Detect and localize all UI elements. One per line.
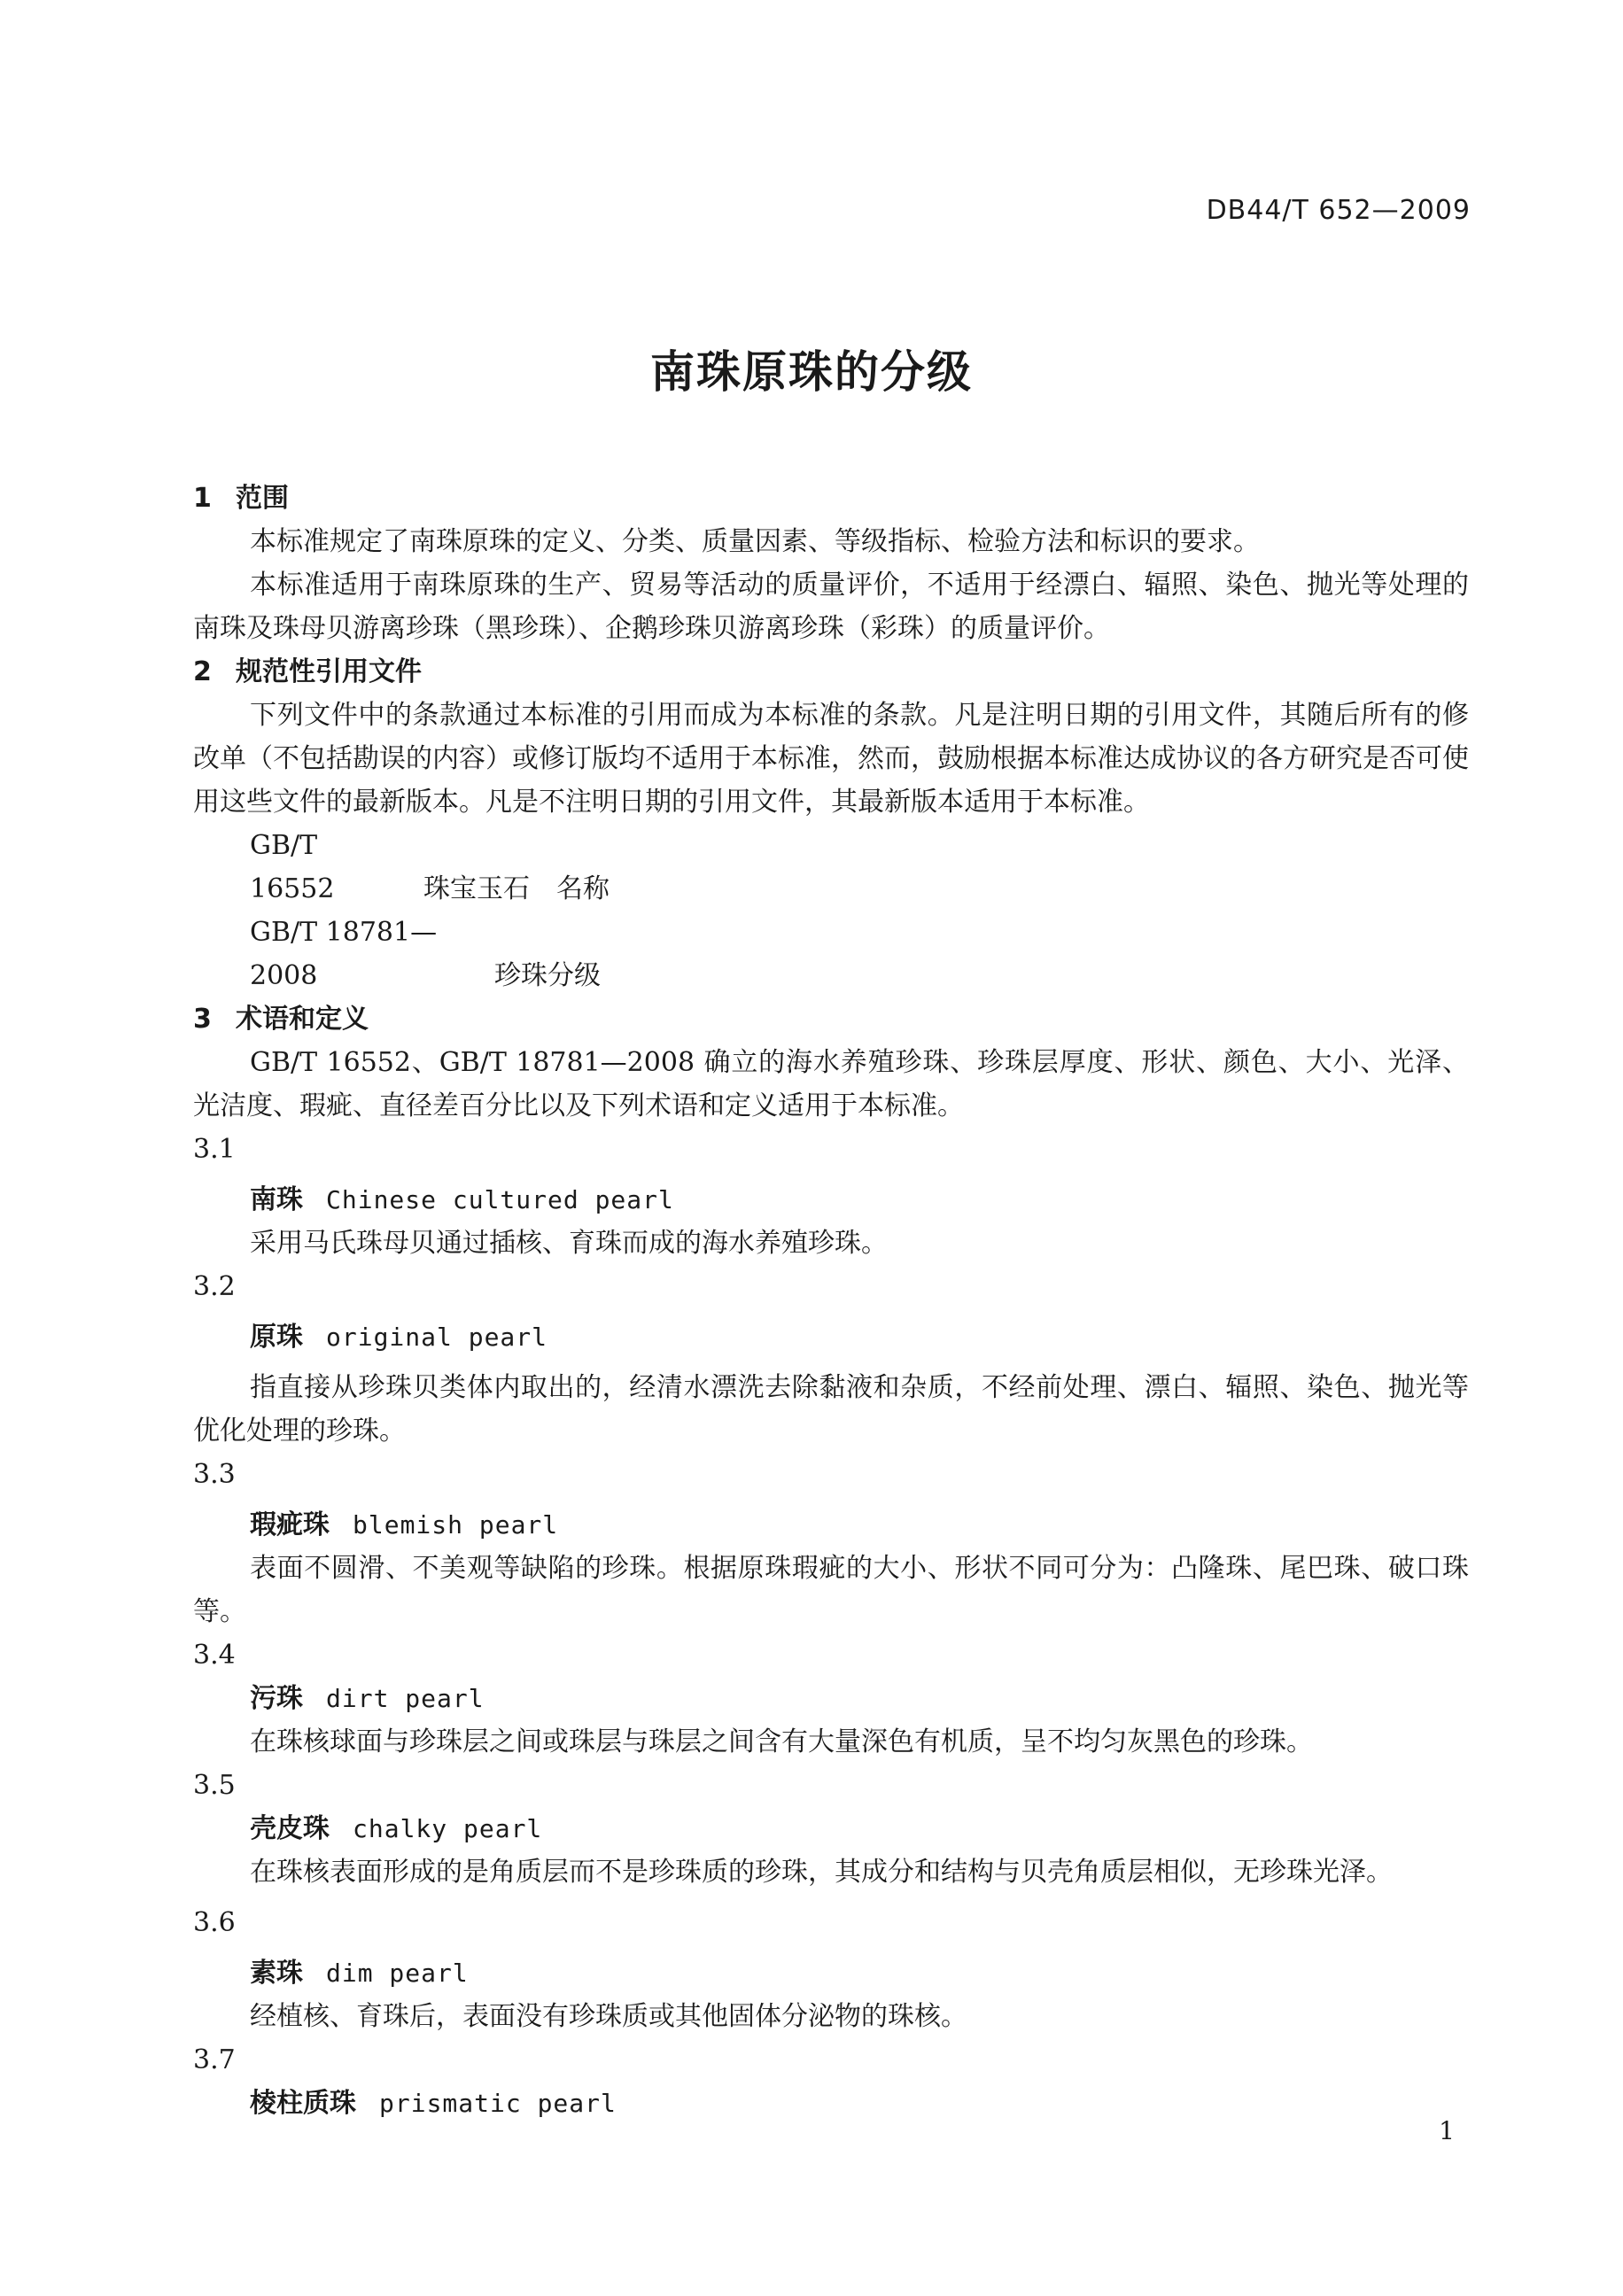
term-english: blemish pearl [353,1510,559,1540]
term-definition: 在珠核球面与珍珠层之间或珠层与珠层之间含有大量深色有机质，呈不均匀灰黑色的珍珠。 [250,1726,1313,1757]
clause-number: 3.2 [193,1271,236,1302]
clause-number: 3.1 [193,1134,236,1165]
term-english: original pearl [326,1323,548,1352]
term-english: Chinese cultured pearl [326,1185,674,1214]
term-chinese: 原珠 [250,1322,303,1353]
term-definition: 经植核、育珠后，表面没有珍珠质或其他固体分泌物的珠核。 [250,2001,967,2032]
section-2-heading [193,650,1469,694]
term-definition: 采用马氏珠母贝通过插核、育珠而成的海水养殖珍珠。 [250,1228,888,1259]
term-definition: 在珠核表面形成的是角质层而不是珍珠质的珍珠，其成分和结构与贝壳角质层相似，无珍珠光泽。 [250,1857,1393,1888]
section-number: 1 [193,483,212,514]
document-title: 南珠原珠的分级 [650,346,973,398]
term-entry [193,1807,1469,1850]
reference-name: 珠宝玉石 名称 [423,873,610,904]
section-number: 3 [193,1004,212,1035]
term-english: prismatic pearl [379,2089,617,2118]
scope-paragraph-1: 本标准规定了南珠原珠的定义、分类、质量因素、等级指标、检验方法和标识的要求。 [250,526,1260,557]
term-entry [193,1677,1469,1720]
reference-code: GB/T 18781—2008 [250,917,438,991]
reference-item [193,824,1469,911]
section-title: 范围 [236,483,289,514]
section-number: 2 [193,656,212,687]
terms-intro-paragraph: GB/T 16552、GB/T 18781—2008 确立的海水养殖珍珠、珍珠层厚度、形状、颜色、大小、光泽、光洁度、瑕疵、直径差百分比以及下列术语和定义适用于本标准。 [193,1047,1469,1121]
scope-paragraph-2: 本标准适用于南珠原珠的生产、贸易等活动的质量评价，不适用于经漂白、辐照、染色、抛光等处理的南珠及珠母贝游离珍珠（黑珍珠）、企鹅珍珠贝游离珍珠（彩珠）的质量评价。 [193,570,1469,644]
reference-name: 珍珠分级 [494,960,601,991]
term-definition: 指直接从珍珠贝类体内取出的，经清水漂洗去除黏液和杂质，不经前处理、漂白、辐照、染色、抛光等优化处理的珍珠。 [193,1372,1469,1447]
standard-code: DB44/T 652—2009 [1206,195,1471,226]
references-paragraph: 下列文件中的条款通过本标准的引用而成为本标准的条款。凡是注明日期的引用文件，其随后所有的修改单（不包括勘误的内容）或修订版均不适用于本标准，然而，鼓励根据本标准达成协议的各方研究是否可使用这些文件的最新版本。凡是不注明日期的引用文件，其最新版本适用于本标准。 [193,700,1469,818]
section-title: 术语和定义 [236,1004,369,1035]
section-1-heading [193,477,1469,520]
document-body [193,477,1469,2125]
term-english: chalky pearl [353,1814,543,1843]
term-english: dim pearl [326,1959,469,1988]
term-entry [193,2082,1469,2125]
term-chinese: 南珠 [250,1184,303,1215]
term-chinese: 素珠 [250,1958,303,1989]
page-number: 1 [1439,2116,1455,2145]
term-chinese: 污珠 [250,1683,303,1714]
term-entry [193,1503,1469,1547]
clause-number: 3.7 [193,2044,236,2075]
term-chinese: 瑕疵珠 [250,1509,330,1540]
term-entry [193,1315,1469,1359]
term-definition: 表面不圆滑、不美观等缺陷的珍珠。根据原珠瑕疵的大小、形状不同可分为：凸隆珠、尾巴珠、破口珠等。 [193,1553,1469,1627]
section-title: 规范性引用文件 [236,656,422,687]
term-english: dirt pearl [326,1684,485,1713]
clause-number: 3.4 [193,1640,236,1671]
reference-item [193,911,1469,997]
term-chinese: 棱柱质珠 [250,2088,356,2119]
section-3-heading [193,997,1469,1041]
clause-number: 3.6 [193,1907,236,1938]
term-entry [193,1178,1469,1222]
clause-number: 3.3 [193,1459,236,1490]
reference-code: GB/T 16552 [250,830,335,904]
term-entry [193,1951,1469,1995]
term-chinese: 壳皮珠 [250,1813,330,1844]
clause-number: 3.5 [193,1770,236,1801]
